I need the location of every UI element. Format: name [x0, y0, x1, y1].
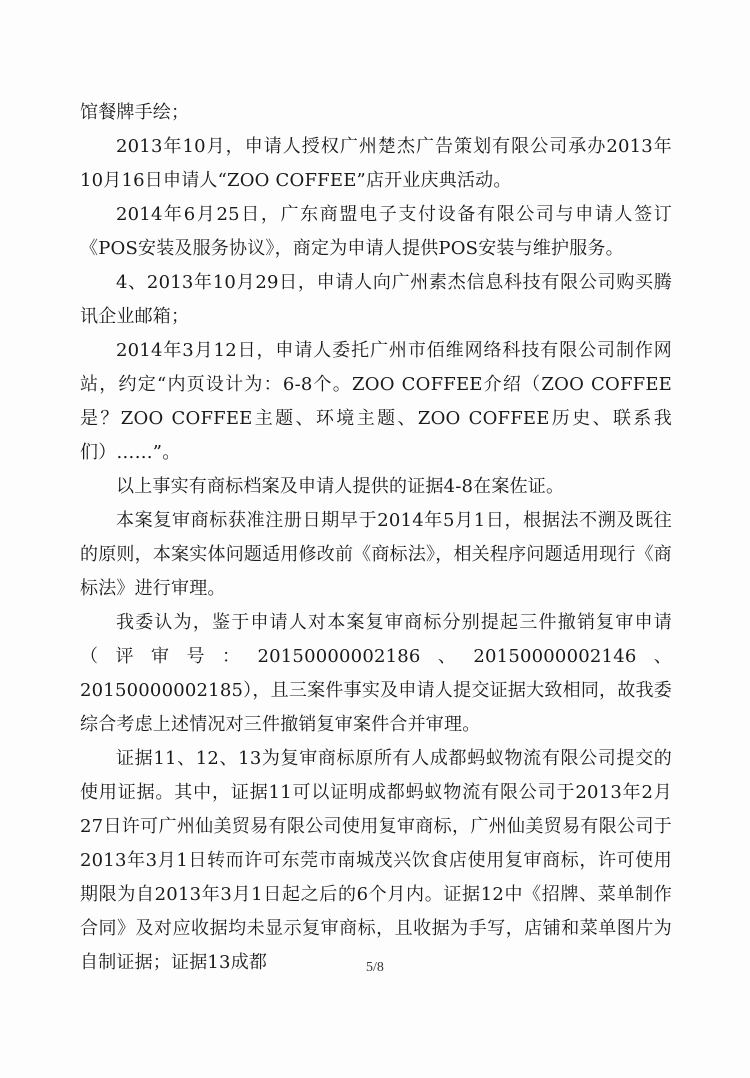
paragraph-5: 2014年3月12日，申请人委托广州市佰维网络科技有限公司制作网站，约定“内页设计为：6-8个。ZOO COFFEE介绍（ZOO COFFEE是？ZOO COFFEE主题、环境主题、ZOO COFFEE历史、联系我们）……”。: [80, 340, 672, 463]
page-number: 5/8: [366, 960, 384, 975]
paragraph-2: 2013年10月，申请人授权广州楚杰广告策划有限公司承办2013年10月16日申请人“ZOO COFFEE”店开业庆典活动。: [80, 136, 672, 191]
paragraph-3: 2014年6月25日，广东商盟电子支付设备有限公司与申请人签订《POS安装及服务协议》，商定为申请人提供POS安装与维护服务。: [80, 204, 672, 259]
paragraph-9: 证据11、12、13为复审商标原所有人成都蚂蚁物流有限公司提交的使用证据。其中，证据11可以证明成都蚂蚁物流有限公司于2013年2月27日许可广州仙美贸易有限公司使用复审商标，广州仙美贸易有限公司于2013年3月1日转而许可东莞市南城茂兴饮食店使用复审商标，许可使用期限为自2013年3月1日起之后的6个月内。证据12中《招牌、菜单制作合同》及对应收据均未显示复审商标，且收据为手写，店铺和菜单图片为自制证据；证据13成都: [80, 748, 672, 973]
paragraph-6: 以上事实有商标档案及申请人提供的证据4-8在案佐证。: [116, 476, 565, 497]
paragraph-4: 4、2013年10月29日，申请人向广州素杰信息科技有限公司购买腾讯企业邮箱；: [80, 272, 672, 327]
paragraph-8: 我委认为，鉴于申请人对本案复审商标分别提起三件撤销复审申请（评审号：20150000002186、20150000002146、20150000002185），且三案件事实及申请人提交证据大致相同，故我委综合考虑上述情况对三件撤销复审案件合并审理。: [80, 612, 672, 735]
document-body: [80, 96, 672, 980]
paragraph-1: 馆餐牌手绘；: [80, 102, 190, 123]
paragraph-7: 本案复审商标获准注册日期早于2014年5月1日，根据法不溯及既往的原则，本案实体问题适用修改前《商标法》，相关程序问题适用现行《商标法》进行审理。: [80, 510, 672, 599]
